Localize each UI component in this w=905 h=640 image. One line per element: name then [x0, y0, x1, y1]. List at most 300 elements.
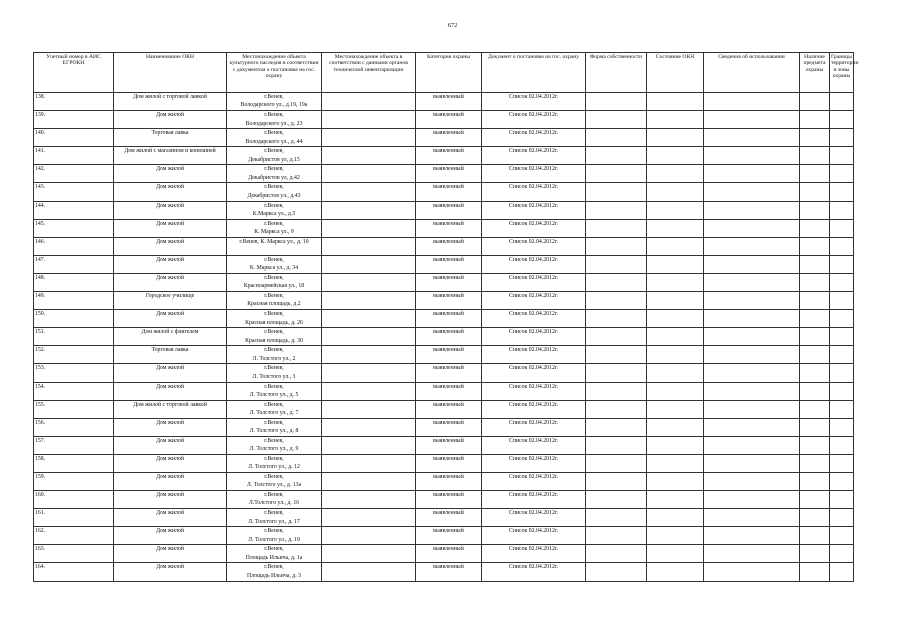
cell-protection-document [482, 382, 586, 400]
cell-location-document [227, 382, 322, 400]
cell-protection-document-document: Список 02.04.2012г. [508, 202, 559, 209]
cell-ownership-form [586, 129, 647, 147]
cell-object-name [114, 364, 227, 382]
cell-registry-number-num: 148. [35, 274, 46, 281]
cell-protection-subject [800, 219, 830, 237]
cell-territory-boundaries [830, 328, 854, 346]
cell-protection-subject [800, 527, 830, 545]
cell-location-document [227, 273, 322, 291]
cell-object-name-name: Торговая лавка [151, 347, 189, 354]
cell-registry-number [34, 563, 114, 581]
cell-location-document-addr1: г.Венев, [264, 383, 284, 390]
table-row [34, 563, 854, 581]
cell-location-inventory [322, 472, 416, 490]
cell-protection-document-document: Список 02.04.2012г. [508, 546, 559, 553]
cell-ownership-form [586, 527, 647, 545]
cell-protection-document [482, 201, 586, 219]
cell-registry-number [34, 545, 114, 563]
cell-registry-number-num: 155. [35, 401, 46, 408]
cell-condition [647, 563, 704, 581]
cell-protection-category [416, 111, 482, 129]
cell-protection-subject [800, 382, 830, 400]
cell-location-inventory [322, 491, 416, 509]
cell-usage-info [704, 472, 800, 490]
cell-location-inventory [322, 273, 416, 291]
cell-usage-info [704, 436, 800, 454]
cell-protection-category [416, 328, 482, 346]
cell-registry-number-num: 151. [35, 329, 46, 336]
cell-usage-info [704, 382, 800, 400]
cell-protection-subject [800, 400, 830, 418]
cell-object-name-name: Дом жилой [156, 274, 184, 281]
cell-location-inventory [322, 183, 416, 201]
page-number: 672 [447, 22, 458, 29]
cell-protection-category-category: выявленный [433, 347, 464, 354]
cell-location-document-addr1: г.Венев, К. Маркса ул., д. 10 [239, 238, 309, 245]
cell-location-document [227, 545, 322, 563]
cell-usage-info [704, 418, 800, 436]
cell-usage-info [704, 183, 800, 201]
cell-registry-number-num: 161. [35, 510, 46, 517]
cell-protection-subject [800, 147, 830, 165]
cell-registry-number-num: 157. [35, 437, 46, 444]
cell-object-name-name: Дом жилой [156, 184, 184, 191]
cell-object-name [114, 273, 227, 291]
cell-location-document [227, 147, 322, 165]
cell-protection-subject [800, 165, 830, 183]
cell-location-document-addr2: Красноармейская ул., 18 [243, 283, 305, 290]
cell-condition [647, 201, 704, 219]
cell-registry-number [34, 346, 114, 364]
cell-protection-subject [800, 472, 830, 490]
cell-location-document-addr2: Л.Толстого ул., д. 16 [248, 500, 300, 507]
cell-location-document-addr2: Декабристов ул., д.43 [247, 192, 301, 199]
cell-protection-category-category: выявленный [433, 220, 464, 227]
cell-protection-category [416, 436, 482, 454]
cell-territory-boundaries [830, 273, 854, 291]
cell-location-document-addr1: г.Венев, [264, 202, 284, 209]
cell-location-inventory [322, 382, 416, 400]
cell-location-inventory [322, 454, 416, 472]
cell-territory-boundaries [830, 310, 854, 328]
cell-object-name [114, 129, 227, 147]
cell-object-name-name: Дом жилой с магазином и конюшней [124, 148, 216, 155]
cell-condition [647, 364, 704, 382]
cell-territory-boundaries [830, 364, 854, 382]
cell-registry-number-num: 150. [35, 311, 46, 318]
cell-ownership-form [586, 545, 647, 563]
cell-registry-number-num: 160. [35, 492, 46, 499]
cell-object-name [114, 527, 227, 545]
cell-registry-number-num: 146. [35, 238, 46, 245]
cell-protection-document-document: Список 02.04.2012г. [508, 473, 559, 480]
cell-condition [647, 147, 704, 165]
cell-location-inventory [322, 201, 416, 219]
cell-object-name-name: Дом жилой [156, 238, 184, 245]
cell-protection-document-document: Список 02.04.2012г. [508, 293, 559, 300]
cell-territory-boundaries [830, 201, 854, 219]
cell-condition [647, 93, 704, 111]
cell-protection-category-category: выявленный [433, 401, 464, 408]
cell-object-name [114, 454, 227, 472]
cell-registry-number [34, 310, 114, 328]
cell-condition [647, 219, 704, 237]
cell-protection-document [482, 328, 586, 346]
cell-condition [647, 436, 704, 454]
cell-location-document-addr2: Л. Толстого ул., д. 9 [249, 446, 299, 453]
cell-usage-info [704, 491, 800, 509]
cell-location-document [227, 219, 322, 237]
cell-registry-number-num: 140. [35, 130, 46, 137]
cell-location-inventory [322, 292, 416, 310]
cell-protection-category [416, 183, 482, 201]
cell-territory-boundaries [830, 454, 854, 472]
cell-territory-boundaries [830, 346, 854, 364]
cell-object-name [114, 418, 227, 436]
cell-protection-subject [800, 418, 830, 436]
cell-territory-boundaries [830, 93, 854, 111]
cell-condition [647, 237, 704, 255]
cell-protection-category-category: выявленный [433, 184, 464, 191]
cell-protection-category-category: выявленный [433, 510, 464, 517]
table-row [34, 219, 854, 237]
cell-object-name [114, 292, 227, 310]
cell-protection-document-document: Список 02.04.2012г. [508, 112, 559, 119]
cell-usage-info [704, 201, 800, 219]
cell-location-inventory [322, 527, 416, 545]
cell-protection-subject [800, 183, 830, 201]
cell-protection-category [416, 292, 482, 310]
cell-protection-subject [800, 364, 830, 382]
cell-usage-info [704, 563, 800, 581]
cell-ownership-form [586, 328, 647, 346]
cell-protection-category-category: выявленный [433, 293, 464, 300]
cell-protection-document [482, 147, 586, 165]
cell-registry-number-num: 153. [35, 365, 46, 372]
cell-protection-subject [800, 328, 830, 346]
cell-object-name-name: Городское училище [145, 293, 195, 300]
cell-registry-number-num: 163. [35, 546, 46, 553]
cell-protection-subject [800, 129, 830, 147]
cell-object-name-name: Дом жилой [156, 365, 184, 372]
cell-object-name-name: Дом жилой [156, 528, 184, 535]
cell-location-document-addr1: г.Венев, [264, 148, 284, 155]
cell-location-document-addr1: г.Венев, [264, 220, 284, 227]
cell-object-name-name: Дом жилой с торговой лавкой [133, 94, 207, 100]
cell-location-document-addr2: Л. Толстого ул., д. 8 [249, 428, 299, 435]
cell-ownership-form [586, 436, 647, 454]
cell-location-document-addr2: Красная площадь, д. 30 [245, 337, 303, 344]
cell-condition [647, 111, 704, 129]
cell-location-document [227, 418, 322, 436]
cell-location-document-addr1: г.Венев, [264, 419, 284, 426]
cell-location-document-addr1: г.Венев, [264, 473, 284, 480]
cell-protection-category [416, 237, 482, 255]
cell-protection-document [482, 129, 586, 147]
cell-protection-category-category: выявленный [433, 238, 464, 245]
header-territory-boundaries: Границы территории и зоны охраны [830, 53, 854, 93]
cell-usage-info [704, 129, 800, 147]
table-row [34, 491, 854, 509]
cell-condition [647, 382, 704, 400]
cell-protection-document-document: Список 02.04.2012г. [508, 220, 559, 227]
cell-location-inventory [322, 237, 416, 255]
cell-ownership-form [586, 346, 647, 364]
cell-protection-subject [800, 563, 830, 581]
table-row [34, 328, 854, 346]
cell-protection-subject [800, 310, 830, 328]
cell-location-document-addr2: Л. Толстого ул., д. 17 [248, 518, 300, 525]
cell-registry-number [34, 418, 114, 436]
cell-location-document [227, 292, 322, 310]
cell-object-name-name: Дом жилой [156, 419, 184, 426]
table-row [34, 382, 854, 400]
cell-registry-number [34, 436, 114, 454]
cell-protection-category-category: выявленный [433, 528, 464, 535]
cell-object-name [114, 93, 227, 111]
cell-territory-boundaries [830, 545, 854, 563]
cell-registry-number [34, 400, 114, 418]
cell-location-inventory [322, 147, 416, 165]
cell-condition [647, 328, 704, 346]
cell-condition [647, 183, 704, 201]
cell-registry-number [34, 527, 114, 545]
cell-location-document [227, 201, 322, 219]
cell-location-document [227, 237, 322, 255]
cell-location-document-addr2: Л. Толстого ул., д. 19 [248, 536, 300, 543]
cell-territory-boundaries [830, 491, 854, 509]
cell-protection-category [416, 93, 482, 111]
cell-location-inventory [322, 310, 416, 328]
cell-location-document-addr1: г.Венев, [264, 347, 284, 354]
cell-protection-document [482, 545, 586, 563]
cell-protection-document [482, 346, 586, 364]
cell-object-name-name: Дом жилой [156, 455, 184, 462]
cell-condition [647, 273, 704, 291]
cell-location-inventory [322, 400, 416, 418]
cell-location-document [227, 255, 322, 273]
cell-protection-category-category: выявленный [433, 202, 464, 209]
cell-territory-boundaries [830, 527, 854, 545]
cell-object-name-name: Дом жилой [156, 220, 184, 227]
cell-registry-number-num: 164. [35, 564, 46, 571]
cell-territory-boundaries [830, 255, 854, 273]
table-row [34, 183, 854, 201]
cell-object-name-name: Дом жилой [156, 473, 184, 480]
cell-registry-number-num: 141. [35, 148, 46, 155]
cell-protection-document-document: Список 02.04.2012г. [508, 238, 559, 245]
cell-protection-document [482, 165, 586, 183]
cell-condition [647, 129, 704, 147]
cell-location-document-addr2: Л. Толстого ул., д. 7 [249, 410, 299, 416]
cell-protection-category [416, 527, 482, 545]
header-condition: Состояние ОКН [647, 53, 704, 93]
cell-registry-number [34, 454, 114, 472]
cell-usage-info [704, 400, 800, 418]
cell-location-document-addr1: г.Венев, [264, 455, 284, 462]
cell-protection-category [416, 509, 482, 527]
cell-protection-document [482, 219, 586, 237]
cell-location-inventory [322, 255, 416, 273]
cell-location-document-addr1: г.Венев, [264, 256, 284, 263]
cell-protection-document [482, 364, 586, 382]
cell-object-name-name: Дом жилой [156, 256, 184, 263]
cell-condition [647, 509, 704, 527]
cell-protection-document [482, 237, 586, 255]
header-protection-subject: Наличие предмета охраны [800, 53, 830, 93]
cell-object-name-name: Дом жилой [156, 546, 184, 553]
cell-object-name [114, 545, 227, 563]
cell-location-document-addr1: г.Венев, [264, 293, 284, 300]
cell-protection-document-document: Список 02.04.2012г. [508, 528, 559, 535]
cell-protection-subject [800, 509, 830, 527]
table-header-row [34, 53, 854, 93]
cell-protection-document-document: Список 02.04.2012г. [508, 148, 559, 155]
cell-protection-document-document: Список 02.04.2012г. [508, 184, 559, 191]
cell-location-document-addr2: Л. Толстого ул., д. 12 [248, 464, 300, 471]
cell-protection-subject [800, 201, 830, 219]
cell-protection-document [482, 93, 586, 111]
cell-object-name [114, 491, 227, 509]
cell-usage-info [704, 454, 800, 472]
cell-location-document-addr1: г.Венев, [264, 184, 284, 191]
table-row [34, 436, 854, 454]
table-row [34, 454, 854, 472]
cell-protection-document [482, 472, 586, 490]
cell-ownership-form [586, 183, 647, 201]
cell-location-document-addr2: К. Маркса ул., д. 34 [249, 265, 299, 272]
cell-registry-number [34, 472, 114, 490]
cell-object-name [114, 310, 227, 328]
cell-registry-number [34, 491, 114, 509]
cell-location-document-addr1: г.Венев, [264, 130, 284, 137]
cell-registry-number [34, 219, 114, 237]
cell-condition [647, 292, 704, 310]
cell-protection-subject [800, 545, 830, 563]
cell-condition [647, 400, 704, 418]
cell-object-name-name: Дом жилой [156, 510, 184, 517]
cell-condition [647, 165, 704, 183]
cell-protection-category-category: выявленный [433, 148, 464, 155]
cell-object-name-name: Дом жилой [156, 437, 184, 444]
cell-location-document-addr2: Володарского ул., д. 44 [245, 138, 303, 145]
cell-object-name [114, 147, 227, 165]
cell-object-name-name: Дом жилой [156, 564, 184, 571]
cell-registry-number [34, 201, 114, 219]
cell-protection-category [416, 382, 482, 400]
cell-protection-subject [800, 436, 830, 454]
cell-registry-number [34, 255, 114, 273]
cell-protection-category [416, 418, 482, 436]
cell-location-document [227, 310, 322, 328]
cell-usage-info [704, 545, 800, 563]
cell-registry-number [34, 93, 114, 111]
cell-object-name-name: Торговая лавка [151, 130, 189, 137]
cell-location-document-addr2: Володарского ул., д.19, 19а [240, 102, 308, 109]
cell-location-inventory [322, 346, 416, 364]
table-row [34, 147, 854, 165]
cell-registry-number [34, 509, 114, 527]
cell-protection-category-category: выявленный [433, 329, 464, 336]
cell-ownership-form [586, 472, 647, 490]
cell-protection-document-document: Список 02.04.2012г. [508, 510, 559, 517]
cell-location-document-addr2: Л. Толстого ул., 3 [252, 373, 296, 380]
cell-protection-category-category: выявленный [433, 546, 464, 553]
cell-location-document-addr1: г.Венев, [264, 112, 284, 119]
cell-location-document-addr1: г.Венев, [264, 274, 284, 281]
cell-protection-category-category: выявленный [433, 383, 464, 390]
cell-registry-number-num: 145. [35, 220, 46, 227]
cell-protection-document [482, 292, 586, 310]
cell-protection-category-category: выявленный [433, 256, 464, 263]
cell-territory-boundaries [830, 147, 854, 165]
cell-usage-info [704, 255, 800, 273]
cell-location-document-addr2: Л. Толстого ул., д. 13а [246, 482, 302, 489]
table-row [34, 201, 854, 219]
header-ownership-form: Форма собственности [586, 53, 647, 93]
table-row [34, 346, 854, 364]
cell-registry-number-num: 159. [35, 473, 46, 480]
cell-protection-document-document: Список 02.04.2012г. [508, 94, 559, 100]
cell-protection-subject [800, 237, 830, 255]
cell-usage-info [704, 310, 800, 328]
cell-registry-number-num: 154. [35, 383, 46, 390]
cell-protection-subject [800, 292, 830, 310]
cell-territory-boundaries [830, 382, 854, 400]
cell-ownership-form [586, 364, 647, 382]
cell-registry-number-num: 152. [35, 347, 46, 354]
cell-location-document-addr1: г.Венев, [264, 492, 284, 499]
cell-registry-number [34, 237, 114, 255]
cell-ownership-form [586, 400, 647, 418]
cell-protection-subject [800, 273, 830, 291]
cell-territory-boundaries [830, 509, 854, 527]
cell-object-name-name: Дом жилой [156, 383, 184, 390]
cell-territory-boundaries [830, 292, 854, 310]
cell-location-document [227, 328, 322, 346]
cell-ownership-form [586, 491, 647, 509]
cell-protection-document-document: Список 02.04.2012г. [508, 401, 559, 408]
cell-usage-info [704, 273, 800, 291]
cell-location-document [227, 454, 322, 472]
cell-ownership-form [586, 509, 647, 527]
cell-protection-document-document: Список 02.04.2012г. [508, 347, 559, 354]
cell-protection-document-document: Список 02.04.2012г. [508, 274, 559, 281]
cell-condition [647, 346, 704, 364]
cell-protection-document [482, 491, 586, 509]
cell-protection-category-category: выявленный [433, 492, 464, 499]
cell-object-name [114, 472, 227, 490]
cell-registry-number [34, 165, 114, 183]
cell-protection-subject [800, 346, 830, 364]
cell-object-name-name: Дом жилой с флигелем [141, 329, 199, 336]
cell-location-document [227, 563, 322, 581]
cell-protection-category [416, 255, 482, 273]
cell-protection-document-document: Список 02.04.2012г. [508, 419, 559, 426]
cell-protection-category-category: выявленный [433, 311, 464, 318]
heritage-registry-table [33, 52, 859, 582]
cell-condition [647, 527, 704, 545]
cell-registry-number [34, 292, 114, 310]
cell-usage-info [704, 364, 800, 382]
cell-territory-boundaries [830, 165, 854, 183]
cell-ownership-form [586, 93, 647, 111]
table-row [34, 237, 854, 255]
cell-protection-category [416, 273, 482, 291]
cell-usage-info [704, 346, 800, 364]
cell-protection-category-category: выявленный [433, 564, 464, 571]
cell-object-name [114, 346, 227, 364]
